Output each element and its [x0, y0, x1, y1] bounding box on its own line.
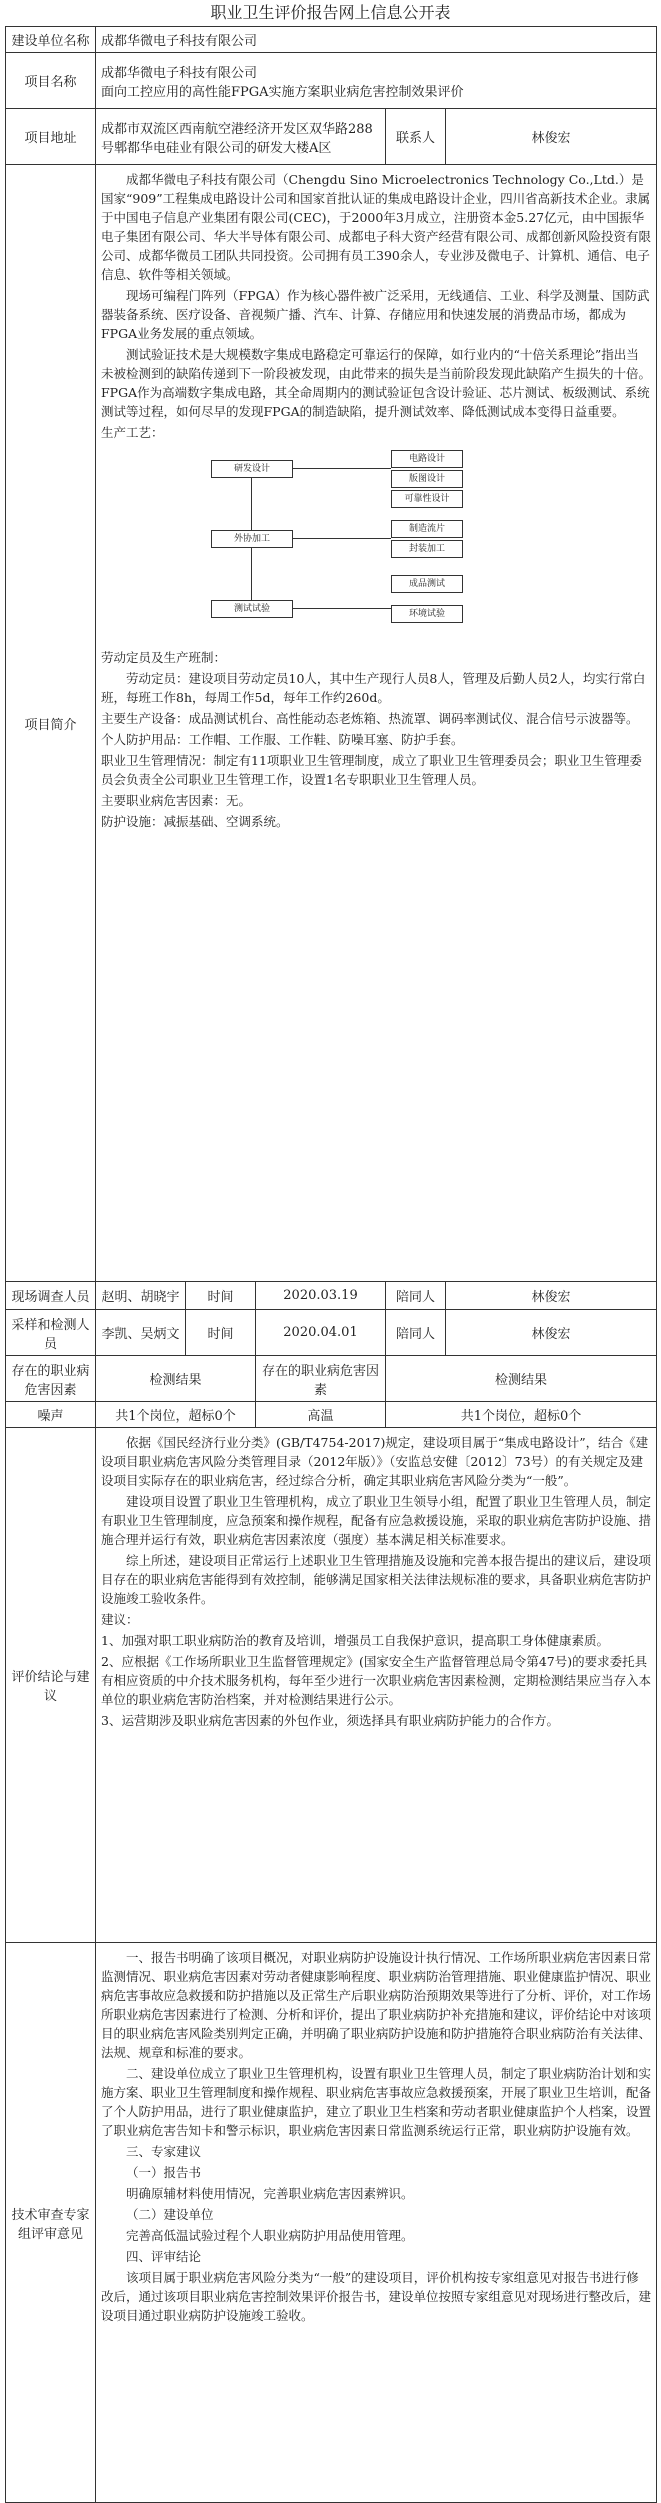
- eval-p3: 综上所述，建设项目正常运行上述职业卫生管理措施及设施和完善本报告提出的建议后，建设项目存在的职业病危害能得到有效控制，能够满足国家相关法律法规标准的要求，具备职业病危害防护设施竣工验收条件。: [101, 1553, 652, 1606]
- disclosure-table: [5, 26, 657, 2503]
- eval-label: 评价结论与建议: [6, 1428, 96, 1943]
- tech-cell: [96, 1943, 657, 2503]
- flow-test: 测试试验: [211, 600, 293, 618]
- tech-label: 技术审查专家组评审意见: [6, 1943, 96, 2503]
- eval-cell: [96, 1428, 657, 1943]
- tech-p1: 一、报告书明确了该项目概况，对职业病防护设施设计执行情况、工作场所职业病危害因素日常监测情况、职业病危害因素对劳动者健康影响程度、职业病防治管理措施、职业健康监护情况、职业病危害事故应急救援和防护措施以及正常生产后职业病防治预期效果等进行了分析、评价，对工作场所职业病危害因素进行了检测、分析和评价，提出了职业病防护补充措施和建议，评价结论中对该项目的职业病危害风险类别判定正确，并明确了职业病防护设施和防护措施符合职业病防治有关法律、法规、规章和标准的要求。: [101, 1950, 652, 2060]
- survey-value: 赵明、胡晓宇: [96, 1282, 186, 1310]
- tech-p8: 四、评审结论: [126, 2249, 202, 2264]
- intro-p1: 成都华微电子科技有限公司（Chengdu Sino Microelectronics Technology Co.,Ltd.）是国家“909”工程集成电路设计公司和国家首批认证的集成电路设计企业，四川省高新技术企业。隶属于中国电子信息产业集团有限公司(CEC)，于2000年3月成立，注册资本金5.27亿元，由中国振华电子集团有限公司、华大半导体有限公司、成都电子科大资产经营有限公司、成都创新风险投资有限公司、成都华微员工团队共同投资。公司拥有员工390余人，专业涉及微电子、计算机、通信、电子信息、软件等相关领域。: [101, 172, 652, 282]
- hazard-text: 主要职业病危害因素：无。: [101, 793, 252, 808]
- flow-develop: 研发设计: [211, 460, 293, 478]
- sample-time: 2020.04.01: [256, 1310, 386, 1356]
- noise-label: 噪声: [6, 1402, 96, 1428]
- page-title: 职业卫生评价报告网上信息公开表: [210, 3, 451, 22]
- mgmt-text: 职业卫生管理情况：制定有11项职业卫生管理制度，成立了职业卫生管理委员会；职业卫生管理委员会负责全公司职业卫生管理工作，设置1名专职职业卫生管理人员。: [101, 753, 642, 787]
- tech-p6: （二）建设单位: [126, 2207, 214, 2222]
- sample-escort-label: 陪同人: [386, 1310, 446, 1356]
- tech-p7: 完善高低温试验过程个人职业病防护用品使用管理。: [126, 2228, 414, 2243]
- eval-s3: 3、运营期涉及职业病危害因素的外包作业，须选择具有职业病防护能力的合作方。: [101, 1713, 559, 1728]
- tech-p4: （一）报告书: [126, 2165, 202, 2180]
- hazard-label-2: 存在的职业病危害因素: [256, 1356, 386, 1402]
- tech-p9: 该项目属于职业病危害风险分类为“一般”的建设项目，评价机构按专家组意见对报告书进行修改后，通过该项目职业病危害控制效果评价报告书，建设单位按照专家组意见对现场进行整改后，建设项目通过职业病防护设施竣工验收。: [101, 2270, 652, 2323]
- unit-value: 成都华微电子科技有限公司: [96, 27, 657, 53]
- protect-text: 防护设施：减振基础、空调系统。: [101, 814, 289, 829]
- result-label-2: 检测结果: [386, 1356, 657, 1402]
- heat-value: 共1个岗位，超标0个: [386, 1402, 657, 1428]
- address-label: 项目地址: [6, 109, 96, 165]
- survey-label: 现场调查人员: [6, 1282, 96, 1310]
- eval-s2: 2、应根据《工作场所职业卫生监督管理规定》(国家安全生产监督管理总局令第47号)的要求委托具有相应资质的中介技术服务机构，每年至少进行一次职业病危害因素检测，定期检测结果应当存入本单位的职业病危害防治档案，并对检测结果进行公示。: [101, 1654, 652, 1707]
- flow-env: 环境试验: [391, 605, 463, 623]
- process-title: 生产工艺：: [101, 425, 164, 440]
- survey-escort-label: 陪同人: [386, 1282, 446, 1310]
- sample-time-label: 时间: [186, 1310, 256, 1356]
- intro-cell: [96, 165, 657, 1282]
- flow-finished: 成品测试: [391, 575, 463, 593]
- project-value: 成都华微电子科技有限公司 面向工控应用的高性能FPGA实施方案职业病危害控制效果评价: [96, 53, 657, 109]
- hazard-label: 存在的职业病危害因素: [6, 1356, 96, 1402]
- flow-package: 封装加工: [391, 540, 463, 558]
- eval-s0: 建议：: [101, 1612, 139, 1627]
- heat-label: 高温: [256, 1402, 386, 1428]
- staff-text: 劳动定员：建设项目劳动定员10人，其中生产现行人员8人，管理及后勤人员2人，均实行常白班，每班工作8h，每周工作5d，每年工作约260d。: [101, 671, 646, 705]
- sample-label: 采样和检测人员: [6, 1310, 96, 1356]
- project-label: 项目名称: [6, 53, 96, 109]
- flow-circuit: 电路设计: [391, 450, 463, 468]
- intro-p2: 现场可编程门阵列（FPGA）作为核心器件被广泛采用，无线通信、工业、科学及测量、国防武器装备系统、医疗设备、音视频广播、汽车、计算、存储应用和快速发展的消费品市场，都成为FPGA业务发展的重点领域。: [101, 288, 650, 341]
- survey-escort: 林俊宏: [446, 1282, 657, 1310]
- eval-s1: 1、加强对职工职业病防治的教育及培训，增强员工自我保护意识，提高职工身体健康素质。: [101, 1633, 609, 1648]
- contact-value: 林俊宏: [446, 109, 657, 165]
- tech-p2: 二、建设单位成立了职业卫生管理机构，设置有职业卫生管理人员，制定了职业病防治计划和实施方案、职业卫生管理制度和操作规程、职业病危害事故应急救援预案，开展了职业卫生培训，配备了个人防护用品，进行了职业健康监护，建立了职业卫生档案和劳动者职业健康监护个人档案，设置了职业病危害告知卡和警示标识，职业病危害因素日常监测系统运行正常，职业病防护设施有效。: [101, 2066, 652, 2138]
- intro-label: 项目简介: [6, 165, 96, 1282]
- survey-time-label: 时间: [186, 1282, 256, 1310]
- address-value: 成都市双流区西南航空港经济开发区双华路288号郫都华电硅业有限公司的研发大楼A区: [96, 109, 386, 165]
- flow-wafer: 制造流片: [391, 520, 463, 538]
- sample-value: 李凯、吴炳文: [96, 1310, 186, 1356]
- survey-time: 2020.03.19: [256, 1282, 386, 1310]
- ppe-text: 个人防护用品：工作帽、工作服、工作鞋、防噪耳塞、防护手套。: [101, 732, 464, 747]
- staff-title: 劳动定员及生产班制：: [101, 650, 227, 665]
- sample-escort: 林俊宏: [446, 1310, 657, 1356]
- contact-label: 联系人: [386, 109, 446, 165]
- tech-p3: 三、专家建议: [126, 2144, 202, 2159]
- unit-label: 建设单位名称: [6, 27, 96, 53]
- eval-p2: 建设项目设置了职业卫生管理机构，成立了职业卫生领导小组，配置了职业卫生管理人员，制定有职业卫生管理制度，应急预案和操作规程，配备有应急救援设施，采取的职业病危害防护设施、措施合理并运行有效，职业病危害因素浓度（强度）基本满足相关标准要求。: [101, 1494, 652, 1547]
- noise-value: 共1个岗位，超标0个: [96, 1402, 256, 1428]
- intro-p3: 测试验证技术是大规模数字集成电路稳定可靠运行的保障，如行业内的“十倍关系理论”指出当未被检测到的缺陷传递到下一阶段被发现，由此带来的损失是当前阶段发现此缺陷产生损失的十倍。FPGA作为高端数字集成电路，其全命周期内的测试验证包含设计验证、芯片测试、板级测试、系统测试等过程，如何尽早的发现FPGA的制造缺陷，提升测试效率、降低测试成本变得日益重要。: [101, 347, 652, 419]
- result-label: 检测结果: [96, 1356, 256, 1402]
- eval-p1: 依据《国民经济行业分类》(GB/T4754-2017)规定，建设项目属于“集成电路设计”，结合《建设项目职业病危害风险分类管理目录（2012年版）》（安监总安健〔2012〕73号）的有关规定及建设项目实际存在的职业病危害，经过综合分析，确定其职业病危害风险分类为“一般”。: [101, 1435, 649, 1488]
- process-flowchart: [211, 450, 511, 640]
- flow-outsource: 外协加工: [211, 530, 293, 548]
- tech-p5: 明确原辅材料使用情况，完善职业病危害因素辨识。: [126, 2186, 414, 2201]
- equip-text: 主要生产设备：成品测试机台、高性能动态老炼箱、热流罩、调码率测试仪、混合信号示波器等。: [101, 711, 639, 726]
- flow-verify: 可靠性设计: [391, 490, 463, 508]
- flow-layout: 版图设计: [391, 470, 463, 488]
